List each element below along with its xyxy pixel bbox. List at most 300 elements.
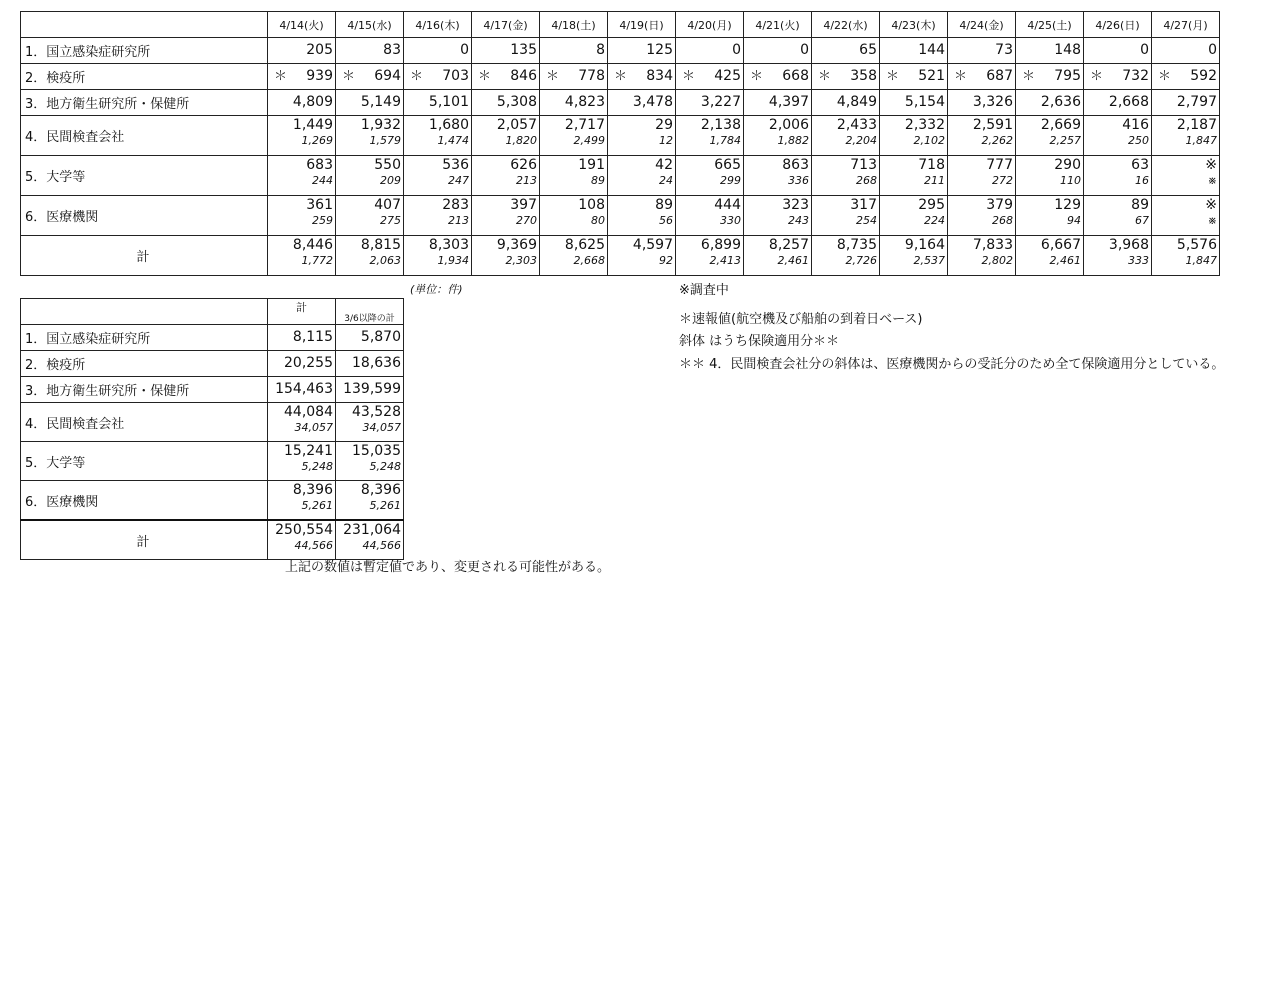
total-count: 425	[714, 68, 741, 84]
insured-count: ※	[1207, 214, 1217, 227]
value-cell	[1084, 156, 1152, 196]
total-count: 732	[1122, 68, 1149, 84]
date-header: 4/14(火)	[268, 12, 336, 38]
value-cell	[880, 196, 948, 236]
total-count: 20,255	[284, 355, 333, 371]
total-count: 687	[986, 68, 1013, 84]
total-count: 777	[986, 157, 1013, 173]
value-cell	[472, 196, 540, 236]
row-label: 6．医療機関	[21, 196, 268, 236]
insured-count: 1,882	[777, 134, 809, 147]
total-count: 231,064	[343, 522, 401, 538]
preliminary-mark: ＊	[1090, 69, 1104, 84]
value-cell	[336, 64, 404, 90]
value-cell	[268, 196, 336, 236]
value-cell	[268, 116, 336, 156]
total-count: 668	[782, 68, 809, 84]
corner-cell	[21, 12, 268, 38]
insured-count: 1,847	[1185, 134, 1217, 147]
value-cell	[1084, 196, 1152, 236]
total-count: 15,241	[284, 443, 333, 459]
value-cell	[336, 156, 404, 196]
insured-count: 2,257	[1049, 134, 1081, 147]
insured-count: 272	[992, 174, 1013, 187]
row-label: 5．大学等	[21, 442, 268, 481]
value-cell	[812, 116, 880, 156]
total-count: 361	[306, 197, 333, 213]
total-count: 89	[1131, 197, 1149, 213]
summary-since-cell	[336, 481, 404, 521]
value-cell	[948, 64, 1016, 90]
insured-count: 1,269	[301, 134, 333, 147]
value-cell	[1084, 116, 1152, 156]
total-count: 521	[918, 68, 945, 84]
value-cell	[404, 156, 472, 196]
insured-count: 12	[659, 134, 673, 147]
total-count: 83	[383, 42, 401, 58]
value-cell	[676, 236, 744, 276]
total-count: 250,554	[275, 522, 333, 538]
value-cell	[744, 196, 812, 236]
value-cell	[404, 64, 472, 90]
total-count: 139,599	[343, 381, 401, 397]
insured-count: 1,579	[369, 134, 401, 147]
total-count: 2,717	[564, 117, 605, 133]
value-cell	[1084, 236, 1152, 276]
insured-count: 224	[924, 214, 945, 227]
total-count: 283	[442, 197, 469, 213]
total-count: 323	[782, 197, 809, 213]
summary-total-cell	[268, 351, 336, 377]
insured-count: 2,726	[845, 254, 877, 267]
total-count: 592	[1190, 68, 1217, 84]
total-count: 5,870	[360, 329, 401, 345]
summary-since-cell	[336, 351, 404, 377]
summary-row	[21, 481, 404, 521]
value-cell	[268, 38, 336, 64]
insured-count: 44,566	[294, 539, 333, 552]
total-count: ※	[1205, 157, 1217, 173]
value-cell	[336, 236, 404, 276]
total-count: 2,797	[1176, 94, 1217, 110]
summary-header-row	[21, 299, 404, 325]
insured-count: 2,461	[1049, 254, 1081, 267]
insured-count: 5,261	[369, 499, 401, 512]
total-count: 718	[918, 157, 945, 173]
total-count: 5,308	[496, 94, 537, 110]
insured-count: 1,772	[301, 254, 333, 267]
summary-since-cell	[336, 442, 404, 481]
value-cell	[880, 116, 948, 156]
row-label: 計	[21, 236, 268, 276]
value-cell	[404, 38, 472, 64]
value-cell	[812, 156, 880, 196]
value-cell	[608, 116, 676, 156]
date-header: 4/16(木)	[404, 12, 472, 38]
value-cell	[812, 236, 880, 276]
value-cell	[676, 196, 744, 236]
total-count: 2,591	[972, 117, 1013, 133]
total-count: 6,667	[1040, 237, 1081, 253]
value-cell	[880, 156, 948, 196]
insured-count: 243	[788, 214, 809, 227]
date-header: 4/26(日)	[1084, 12, 1152, 38]
table-row	[21, 38, 1220, 64]
date-header: 4/27(月)	[1152, 12, 1220, 38]
total-count: 65	[859, 42, 877, 58]
total-count: 73	[995, 42, 1013, 58]
value-cell	[812, 90, 880, 116]
value-cell	[1016, 90, 1084, 116]
value-cell	[404, 196, 472, 236]
value-cell	[1152, 156, 1220, 196]
insured-count: 2,802	[981, 254, 1013, 267]
row-label: 計	[21, 520, 268, 560]
value-cell	[268, 156, 336, 196]
total-count: 7,833	[972, 237, 1013, 253]
total-count: 4,849	[836, 94, 877, 110]
value-cell	[1016, 156, 1084, 196]
row-label: 3．地方衛生研究所・保健所	[21, 377, 268, 403]
insured-count: 333	[1128, 254, 1149, 267]
total-count: 2,187	[1176, 117, 1217, 133]
survey-note: ※調査中	[679, 283, 729, 298]
value-cell	[812, 196, 880, 236]
total-count: 9,164	[904, 237, 945, 253]
total-count: 8,396	[292, 482, 333, 498]
value-cell	[1016, 38, 1084, 64]
value-cell	[880, 236, 948, 276]
preliminary-mark: ＊	[410, 69, 424, 84]
insured-count: ※	[1207, 174, 1217, 187]
preliminary-mark: ＊	[682, 69, 696, 84]
insured-count: 94	[1067, 214, 1081, 227]
total-count: ※	[1205, 197, 1217, 213]
value-cell	[948, 90, 1016, 116]
total-count: 5,576	[1176, 237, 1217, 253]
summary-total-cell	[268, 403, 336, 442]
insured-count: 1,847	[1185, 254, 1217, 267]
total-count: 4,597	[632, 237, 673, 253]
total-count: 1,932	[360, 117, 401, 133]
total-count: 0	[460, 42, 469, 58]
total-count: 191	[578, 157, 605, 173]
insured-count: 2,537	[913, 254, 945, 267]
total-count: 1,449	[292, 117, 333, 133]
value-cell	[472, 90, 540, 116]
insured-count: 275	[380, 214, 401, 227]
total-count: 295	[918, 197, 945, 213]
value-cell	[404, 116, 472, 156]
insured-count: 2,303	[505, 254, 537, 267]
total-count: 8,257	[768, 237, 809, 253]
insured-count: 270	[516, 214, 537, 227]
preliminary-mark: ＊	[274, 69, 288, 84]
summary-row	[21, 377, 404, 403]
value-cell	[812, 64, 880, 90]
value-cell	[608, 156, 676, 196]
preliminary-mark: ＊	[954, 69, 968, 84]
total-count: 0	[732, 42, 741, 58]
private-lab-note: ＊＊ 4．民間検査会社分の斜体は、医療機関からの受託分のため全て保険適用分としている。	[679, 357, 1225, 372]
preliminary-note: ＊速報値(航空機及び船舶の到着日ベース)	[679, 312, 923, 327]
summary-total-cell	[268, 481, 336, 521]
preliminary-mark: ＊	[886, 69, 900, 84]
row-label: 2．検疫所	[21, 64, 268, 90]
value-cell	[1152, 196, 1220, 236]
value-cell	[608, 236, 676, 276]
total-count: 2,669	[1040, 117, 1081, 133]
date-header: 4/20(月)	[676, 12, 744, 38]
insured-count: 254	[856, 214, 877, 227]
insured-count: 2,413	[709, 254, 741, 267]
summary-total-cell	[268, 325, 336, 351]
value-cell	[1152, 236, 1220, 276]
value-cell	[1152, 38, 1220, 64]
date-header: 4/25(土)	[1016, 12, 1084, 38]
total-count: 795	[1054, 68, 1081, 84]
preliminary-mark: ＊	[750, 69, 764, 84]
total-count: 129	[1054, 197, 1081, 213]
total-count: 379	[986, 197, 1013, 213]
total-count: 2,433	[836, 117, 877, 133]
total-count: 144	[918, 42, 945, 58]
value-cell	[1084, 38, 1152, 64]
total-count: 148	[1054, 42, 1081, 58]
total-count: 18,636	[352, 355, 401, 371]
total-count: 4,823	[564, 94, 605, 110]
value-cell	[676, 64, 744, 90]
insured-count: 2,102	[913, 134, 945, 147]
date-header: 4/24(金)	[948, 12, 1016, 38]
value-cell	[744, 38, 812, 64]
total-count: 0	[800, 42, 809, 58]
value-cell	[1152, 64, 1220, 90]
summary-row	[21, 325, 404, 351]
value-cell	[540, 156, 608, 196]
date-header: 4/17(金)	[472, 12, 540, 38]
total-count: 2,138	[700, 117, 741, 133]
insured-count: 1,820	[505, 134, 537, 147]
total-count: 42	[655, 157, 673, 173]
total-count: 397	[510, 197, 537, 213]
row-label: 1．国立感染症研究所	[21, 325, 268, 351]
date-header: 4/18(土)	[540, 12, 608, 38]
insured-count: 2,262	[981, 134, 1013, 147]
unit-note: (単位：件)	[410, 283, 463, 296]
value-cell	[472, 236, 540, 276]
value-cell	[404, 236, 472, 276]
total-count: 6,899	[700, 237, 741, 253]
total-count: 2,006	[768, 117, 809, 133]
total-count: 29	[655, 117, 673, 133]
summary-col-total: 計	[268, 299, 336, 325]
preliminary-mark: ＊	[342, 69, 356, 84]
total-count: 5,101	[428, 94, 469, 110]
preliminary-mark: ＊	[478, 69, 492, 84]
value-cell	[948, 236, 1016, 276]
insured-count: 56	[659, 214, 673, 227]
total-count: 8,396	[360, 482, 401, 498]
insured-count: 299	[720, 174, 741, 187]
value-cell	[948, 156, 1016, 196]
value-cell	[608, 196, 676, 236]
total-count: 8,303	[428, 237, 469, 253]
total-count: 834	[646, 68, 673, 84]
insured-count: 44,566	[362, 539, 401, 552]
total-count: 3,326	[972, 94, 1013, 110]
summary-total-cell	[268, 377, 336, 403]
insured-count: 110	[1060, 174, 1081, 187]
total-count: 778	[578, 68, 605, 84]
value-cell	[1016, 64, 1084, 90]
value-cell	[472, 38, 540, 64]
insured-count: 89	[591, 174, 605, 187]
value-cell	[540, 236, 608, 276]
summary-since-cell	[336, 325, 404, 351]
value-cell	[948, 38, 1016, 64]
value-cell	[336, 196, 404, 236]
total-count: 8,735	[836, 237, 877, 253]
total-count: 2,332	[904, 117, 945, 133]
table-row	[21, 156, 1220, 196]
total-count: 0	[1140, 42, 1149, 58]
table-row	[21, 236, 1220, 276]
insured-count: 2,461	[777, 254, 809, 267]
insured-count: 2,499	[573, 134, 605, 147]
insured-count: 1,474	[437, 134, 469, 147]
total-count: 2,057	[496, 117, 537, 133]
preliminary-mark: ＊	[546, 69, 560, 84]
insured-count: 268	[992, 214, 1013, 227]
value-cell	[1152, 116, 1220, 156]
total-count: 5,149	[360, 94, 401, 110]
value-cell	[268, 64, 336, 90]
date-header: 4/15(水)	[336, 12, 404, 38]
value-cell	[608, 64, 676, 90]
row-label: 6．医療機関	[21, 481, 268, 521]
total-count: 444	[714, 197, 741, 213]
total-count: 939	[306, 68, 333, 84]
total-count: 108	[578, 197, 605, 213]
total-count: 846	[510, 68, 537, 84]
value-cell	[1084, 64, 1152, 90]
provisional-note: 上記の数値は暫定値であり、変更される可能性がある。	[285, 560, 611, 575]
value-cell	[472, 116, 540, 156]
table-row	[21, 64, 1220, 90]
value-cell	[268, 236, 336, 276]
value-cell	[1152, 90, 1220, 116]
insured-count: 268	[856, 174, 877, 187]
total-count: 1,680	[428, 117, 469, 133]
insured-count: 16	[1135, 174, 1149, 187]
value-cell	[404, 90, 472, 116]
summary-since-cell	[336, 377, 404, 403]
total-count: 44,084	[284, 404, 333, 420]
value-cell	[608, 38, 676, 64]
date-header-row	[21, 12, 1220, 38]
summary-total-cell	[268, 520, 336, 560]
total-count: 683	[306, 157, 333, 173]
value-cell	[336, 38, 404, 64]
total-count: 2,636	[1040, 94, 1081, 110]
date-header: 4/19(日)	[608, 12, 676, 38]
value-cell	[948, 196, 1016, 236]
total-count: 89	[655, 197, 673, 213]
value-cell	[1016, 236, 1084, 276]
insured-count: 209	[380, 174, 401, 187]
summary-row	[21, 442, 404, 481]
value-cell	[540, 116, 608, 156]
value-cell	[744, 90, 812, 116]
total-count: 15,035	[352, 443, 401, 459]
value-cell	[676, 116, 744, 156]
insured-count: 211	[924, 174, 945, 187]
total-count: 8,115	[292, 329, 333, 345]
total-count: 0	[1208, 42, 1217, 58]
total-count: 3,227	[700, 94, 741, 110]
value-cell	[268, 90, 336, 116]
total-count: 2,668	[1108, 94, 1149, 110]
insured-count: 92	[659, 254, 673, 267]
row-label: 1．国立感染症研究所	[21, 38, 268, 64]
row-label: 2．検疫所	[21, 351, 268, 377]
total-count: 407	[374, 197, 401, 213]
value-cell	[676, 156, 744, 196]
total-count: 8	[596, 42, 605, 58]
insured-count: 2,668	[573, 254, 605, 267]
insured-count: 1,934	[437, 254, 469, 267]
value-cell	[744, 236, 812, 276]
value-cell	[880, 38, 948, 64]
preliminary-mark: ＊	[614, 69, 628, 84]
value-cell	[1084, 90, 1152, 116]
total-count: 626	[510, 157, 537, 173]
total-count: 665	[714, 157, 741, 173]
total-count: 863	[782, 157, 809, 173]
insured-count: 259	[312, 214, 333, 227]
value-cell	[540, 90, 608, 116]
insured-count: 2,204	[845, 134, 877, 147]
total-count: 4,397	[768, 94, 809, 110]
insured-count: 247	[448, 174, 469, 187]
total-count: 5,154	[904, 94, 945, 110]
value-cell	[744, 116, 812, 156]
total-count: 4,809	[292, 94, 333, 110]
row-label: 3．地方衛生研究所・保健所	[21, 90, 268, 116]
total-count: 154,463	[275, 381, 333, 397]
insured-count: 336	[788, 174, 809, 187]
corner-cell	[21, 299, 268, 325]
date-header: 4/23(木)	[880, 12, 948, 38]
preliminary-mark: ＊	[818, 69, 832, 84]
total-count: 416	[1122, 117, 1149, 133]
total-count: 290	[1054, 157, 1081, 173]
total-count: 550	[374, 157, 401, 173]
preliminary-mark: ＊	[1022, 69, 1036, 84]
insured-count: 5,248	[369, 460, 401, 473]
value-cell	[1016, 116, 1084, 156]
insured-count: 80	[591, 214, 605, 227]
value-cell	[676, 38, 744, 64]
daily-test-table	[20, 11, 1220, 276]
total-count: 3,478	[632, 94, 673, 110]
insured-count: 1,784	[709, 134, 741, 147]
summary-row	[21, 403, 404, 442]
row-label: 4．民間検査会社	[21, 403, 268, 442]
total-count: 358	[850, 68, 877, 84]
insured-count: 34,057	[362, 421, 401, 434]
